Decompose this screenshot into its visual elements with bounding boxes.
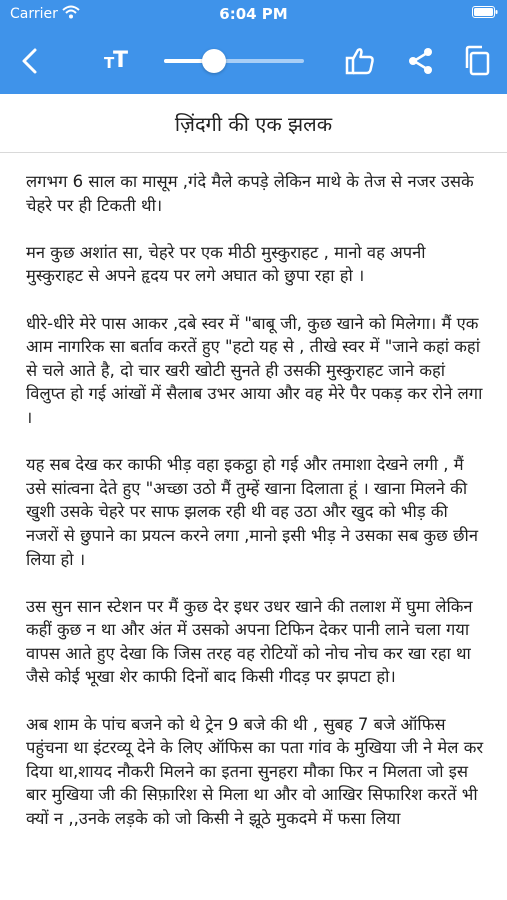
app-header: [0, 0, 507, 94]
share-button[interactable]: [404, 44, 438, 78]
copy-button[interactable]: [460, 44, 494, 78]
font-size-button[interactable]: T T: [104, 48, 129, 73]
article-paragraph: उस सुन सान स्टेशन पर मैं कुछ देर इधर उधर खाने की तलाश में घुमा लेकिन कहीं कुछ न था और अंत में उसको अपना टिफिन देकर पानी लाने चला गया वापस आते हुए देखा कि जिस तरह वह रोटियों को नोच नोच कर खा रहा था जैसे कोई भूखा शेर काफी दिनों बाद किसी गीदड़ पर झपटा हो।: [26, 596, 473, 687]
article-paragraph: मन कुछ अशांत सा, चेहरे पर एक मीठी मुस्कुराहट , मानो वह अपनी मुस्कुराहट से अपने हृदय पर लगे अघात को छुपा रहा हो ।: [26, 242, 426, 286]
article-paragraph: अब शाम के पांच बजने को थे ट्रेन 9 बजे की थी , सुबह 7 बजे ऑफिस पहुंचना था इंटरव्यू देने के लिए ऑफिस का पता गांव के मुखिया जी ने मेल कर दिया था,शायद नौकरी मिलने का इतना सुनहरा मौका फिर न मिलता जो इस बार मुखिया जी की सिफ़ारिश से मिला था और वो आखिर सिफारिश करतें भी क्यों न ,,उनके लड़के को जो किसी ने झूठे मुकदमे में फसा लिया: [26, 714, 484, 829]
share-icon: [404, 44, 438, 78]
font-size-slider[interactable]: [164, 44, 304, 78]
article-body: [26, 170, 484, 854]
slider-thumb[interactable]: [202, 49, 226, 73]
status-time: 6:04 PM: [219, 5, 288, 23]
copy-icon: [460, 44, 494, 78]
article-paragraph: लगभग 6 साल का मासूम ,गंदे मैले कपड़े लेकिन माथे के तेज से नजर उसके चेहरे पर ही टिकती थी।: [26, 172, 474, 215]
article-title-bar: [0, 94, 507, 153]
back-icon: [14, 44, 48, 78]
reader-toolbar: [0, 30, 507, 92]
article-title: ज़िंदगी की एक झलक: [174, 112, 333, 136]
like-icon: [344, 44, 378, 78]
battery-icon: [472, 6, 498, 18]
carrier-label: Carrier: [10, 6, 58, 22]
status-bar: [0, 0, 507, 28]
back-button[interactable]: [14, 44, 48, 78]
article-paragraph: यह सब देख कर काफी भीड़ वहा इकट्ठा हो गई और तमाशा देखने लगी , मैं उसे सांत्वना देते हुए "अच्छा उठो मैं तुम्हें खाना दिलाता हूं । खाना मिलने की खुशी उसके चेहरे पर साफ झलक रही थी वह उठा और खुद को भीड़ की नजरों से छुपाने का प्रयत्न करने लगा ,मानो इसी भीड़ ने उसका सब कुछ छीन लिया हो ।: [26, 455, 478, 569]
article-paragraph: धीरे-धीरे मेरे पास आकर ,दबे स्वर में "बाबू जी, कुछ खाने को मिलेगा। मैं एक आम नागरिक सा बर्ताव करतें हुए "हटो यह से , तीखे स्वर में "जाने कहां कहां से चले आते है, दो चार खरी खोटी सुनते ही उसकी मुस्कुराहट जाने कहां विलुप्त हो गई आंखों में सैलाब उभर आया और वह मेरे पैर पकड़ कर रोने लगा ।: [26, 313, 483, 427]
like-button[interactable]: [344, 44, 378, 78]
